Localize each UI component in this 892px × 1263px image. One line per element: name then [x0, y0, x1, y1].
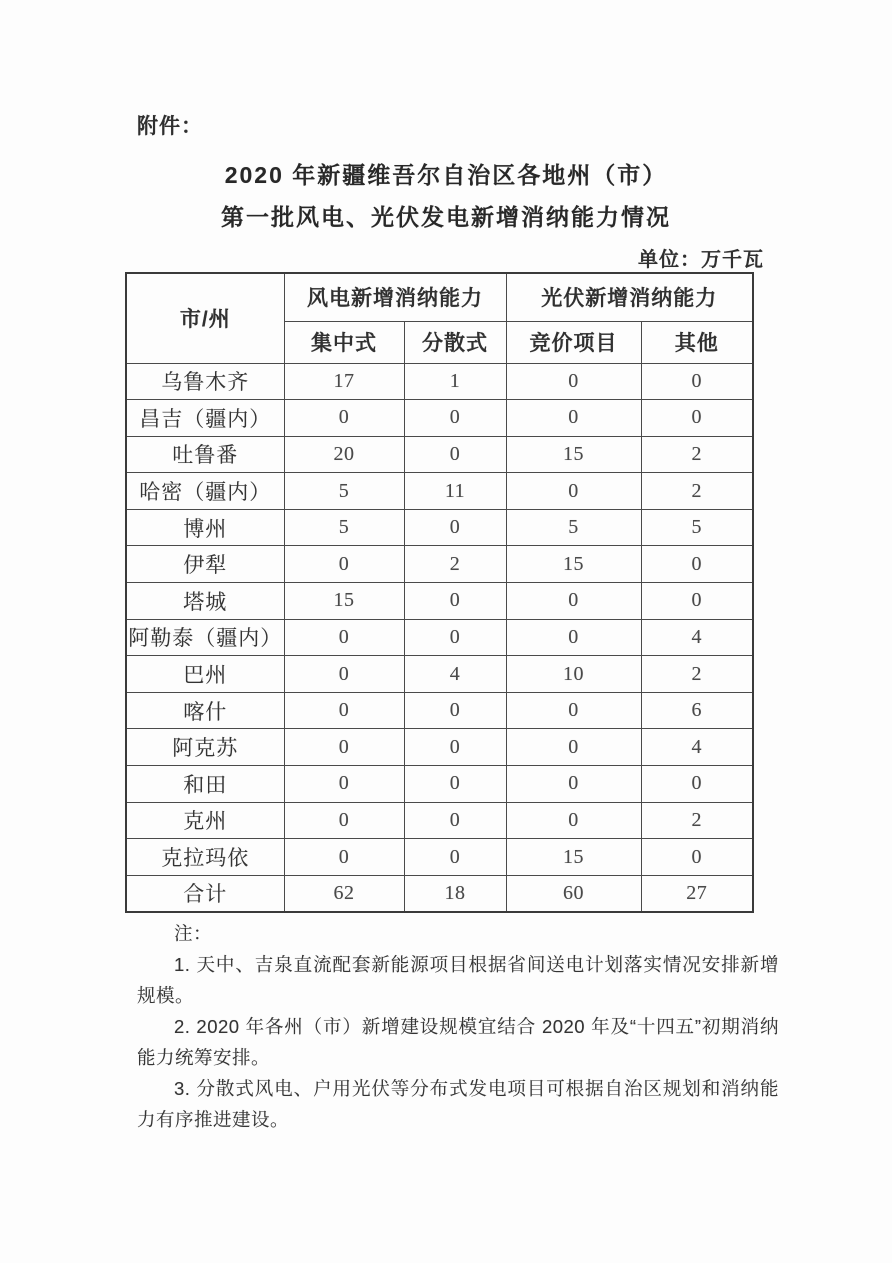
- region-cell: 昌吉（疆内）: [126, 400, 284, 437]
- value-cell: 0: [506, 363, 641, 400]
- document-title-line2: 第一批风电、光伏发电新增消纳能力情况: [221, 204, 671, 230]
- value-cell: 2: [641, 436, 753, 473]
- table-row: [126, 729, 753, 766]
- table-row: [126, 363, 753, 400]
- table-total-row: [126, 875, 753, 912]
- value-cell: 0: [404, 839, 506, 876]
- table-row: [126, 509, 753, 546]
- value-cell: 0: [284, 802, 404, 839]
- value-cell: 0: [404, 400, 506, 437]
- table-row: [126, 436, 753, 473]
- value-cell: 0: [641, 766, 753, 803]
- value-cell: 4: [404, 656, 506, 693]
- value-cell: 0: [284, 546, 404, 583]
- value-cell: 0: [404, 802, 506, 839]
- value-cell: 0: [641, 400, 753, 437]
- table-row: [126, 583, 753, 620]
- note-item: 1. 天中、吉泉直流配套新能源项目根据省间送电计划落实情况安排新增规模。: [137, 954, 779, 1006]
- group-header-wind-capacity: 风电新增消纳能力: [284, 273, 506, 321]
- value-cell: 2: [404, 546, 506, 583]
- region-cell: 塔城: [126, 583, 284, 620]
- value-cell: 0: [284, 692, 404, 729]
- value-cell: 20: [284, 436, 404, 473]
- region-cell: 巴州: [126, 656, 284, 693]
- value-cell: 0: [506, 729, 641, 766]
- subheader-centralized: 集中式: [284, 321, 404, 363]
- value-cell: 17: [284, 363, 404, 400]
- subheader-distributed: 分散式: [404, 321, 506, 363]
- value-cell: 15: [506, 839, 641, 876]
- value-cell: 0: [506, 802, 641, 839]
- value-cell: 18: [404, 875, 506, 912]
- notes-section: [137, 918, 779, 1135]
- region-cell: 吐鲁番: [126, 436, 284, 473]
- region-cell: 和田: [126, 766, 284, 803]
- value-cell: 0: [284, 729, 404, 766]
- value-cell: 0: [284, 656, 404, 693]
- value-cell: 11: [404, 473, 506, 510]
- table-row: [126, 692, 753, 729]
- value-cell: 0: [641, 839, 753, 876]
- group-header-solar-capacity: 光伏新增消纳能力: [506, 273, 753, 321]
- region-cell: 乌鲁木齐: [126, 363, 284, 400]
- region-cell: 合计: [126, 875, 284, 912]
- header-group-row: [126, 273, 753, 321]
- value-cell: 0: [506, 619, 641, 656]
- value-cell: 4: [641, 619, 753, 656]
- table-row: [126, 656, 753, 693]
- note-item: 2. 2020 年各州（市）新增建设规模宜结合 2020 年及“十四五”初期消纳能力统筹安排。: [137, 1016, 779, 1068]
- value-cell: 2: [641, 656, 753, 693]
- value-cell: 1: [404, 363, 506, 400]
- value-cell: 0: [404, 729, 506, 766]
- region-cell: 阿克苏: [126, 729, 284, 766]
- corner-header-city-prefecture: 市/州: [126, 273, 284, 363]
- value-cell: 2: [641, 802, 753, 839]
- table-row: [126, 802, 753, 839]
- value-cell: 0: [284, 839, 404, 876]
- subheader-other: 其他: [641, 321, 753, 363]
- value-cell: 10: [506, 656, 641, 693]
- notes-heading: 注：: [174, 923, 213, 944]
- unit-label: 单位：万千瓦: [638, 249, 764, 271]
- table-body: [126, 363, 753, 912]
- region-cell: 克州: [126, 802, 284, 839]
- value-cell: 0: [404, 436, 506, 473]
- region-cell: 克拉玛依: [126, 839, 284, 876]
- value-cell: 0: [506, 400, 641, 437]
- value-cell: 0: [506, 692, 641, 729]
- table-row: [126, 546, 753, 583]
- table-row: [126, 619, 753, 656]
- region-cell: 阿勒泰（疆内）: [126, 619, 284, 656]
- table-row: [126, 473, 753, 510]
- subheader-bidding-projects: 竞价项目: [506, 321, 641, 363]
- table-row: [126, 766, 753, 803]
- value-cell: 60: [506, 875, 641, 912]
- value-cell: 0: [641, 363, 753, 400]
- value-cell: 5: [284, 509, 404, 546]
- value-cell: 15: [506, 546, 641, 583]
- value-cell: 0: [506, 766, 641, 803]
- value-cell: 0: [404, 619, 506, 656]
- value-cell: 0: [284, 400, 404, 437]
- value-cell: 0: [641, 546, 753, 583]
- table-header: [126, 273, 753, 363]
- value-cell: 0: [404, 692, 506, 729]
- region-cell: 博州: [126, 509, 284, 546]
- value-cell: 0: [404, 509, 506, 546]
- region-cell: 喀什: [126, 692, 284, 729]
- value-cell: 0: [404, 583, 506, 620]
- value-cell: 5: [284, 473, 404, 510]
- value-cell: 6: [641, 692, 753, 729]
- value-cell: 0: [404, 766, 506, 803]
- value-cell: 4: [641, 729, 753, 766]
- capacity-table: [125, 272, 754, 913]
- value-cell: 15: [284, 583, 404, 620]
- value-cell: 62: [284, 875, 404, 912]
- table-row: [126, 400, 753, 437]
- value-cell: 27: [641, 875, 753, 912]
- document-title-line1: 2020 年新疆维吾尔自治区各地州（市）: [224, 162, 668, 188]
- region-cell: 伊犁: [126, 546, 284, 583]
- value-cell: 0: [284, 766, 404, 803]
- notes-list: [137, 949, 779, 1135]
- value-cell: 15: [506, 436, 641, 473]
- attachment-label: 附件：: [137, 115, 203, 138]
- value-cell: 5: [641, 509, 753, 546]
- value-cell: 0: [284, 619, 404, 656]
- value-cell: 0: [506, 583, 641, 620]
- value-cell: 0: [506, 473, 641, 510]
- value-cell: 5: [506, 509, 641, 546]
- note-item: 3. 分散式风电、户用光伏等分布式发电项目可根据自治区规划和消纳能力有序推进建设。: [137, 1078, 779, 1130]
- value-cell: 0: [641, 583, 753, 620]
- value-cell: 2: [641, 473, 753, 510]
- table-row: [126, 839, 753, 876]
- region-cell: 哈密（疆内）: [126, 473, 284, 510]
